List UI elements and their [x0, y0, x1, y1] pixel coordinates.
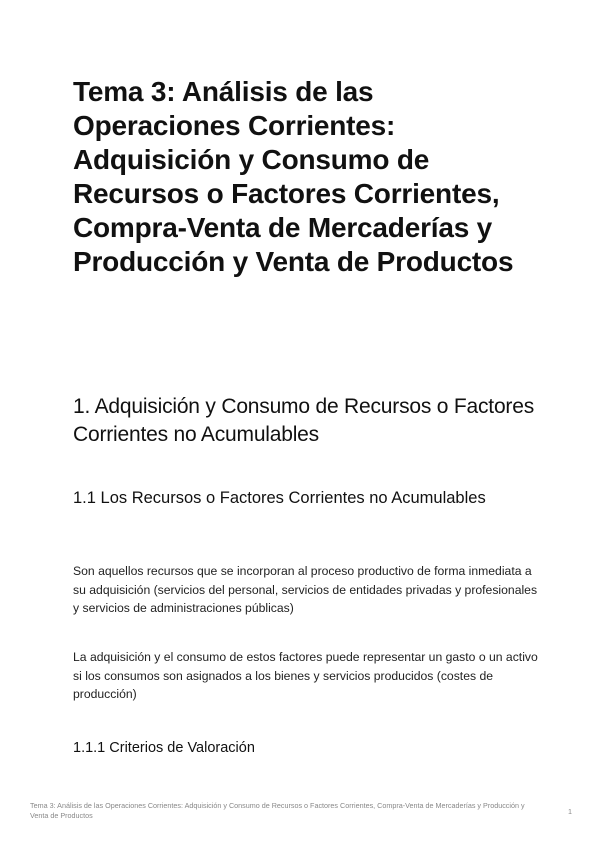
section-1-1-1-heading: 1.1.1 Criterios de Valoración [73, 740, 255, 756]
section-1-heading: 1. Adquisición y Consumo de Recursos o Factores Corrientes no Acumulables [73, 395, 534, 446]
paragraph-recursos-definicion: Son aquellos recursos que se incorporan al proceso productivo de forma inmediata a su adquisición (servicios del personal, servicios de entidades privadas y profesionales y servicios de administraciones públicas) [73, 564, 538, 615]
page-footer: Tema 3: Análisis de las Operaciones Corrientes: Adquisición y Consumo de Recursos o Factores Corrientes, Compra-Venta de Mercaderías y Producción y Venta de Productos [30, 801, 525, 820]
paragraph-adquisicion-consumo: La adquisición y el consumo de estos factores puede representar un gasto o un activo si los consumos son asignados a los bienes y servicios producidos (costes de producción) [73, 650, 538, 701]
section-1-1-heading: 1.1 Los Recursos o Factores Corrientes no Acumulables [73, 489, 486, 507]
document-title: Tema 3: Análisis de las Operaciones Corrientes: Adquisición y Consumo de Recursos o Factores Corrientes, Compra-Venta de Mercaderías y Producción y Venta de Productos [73, 76, 514, 277]
page-number: 1 [568, 807, 572, 816]
